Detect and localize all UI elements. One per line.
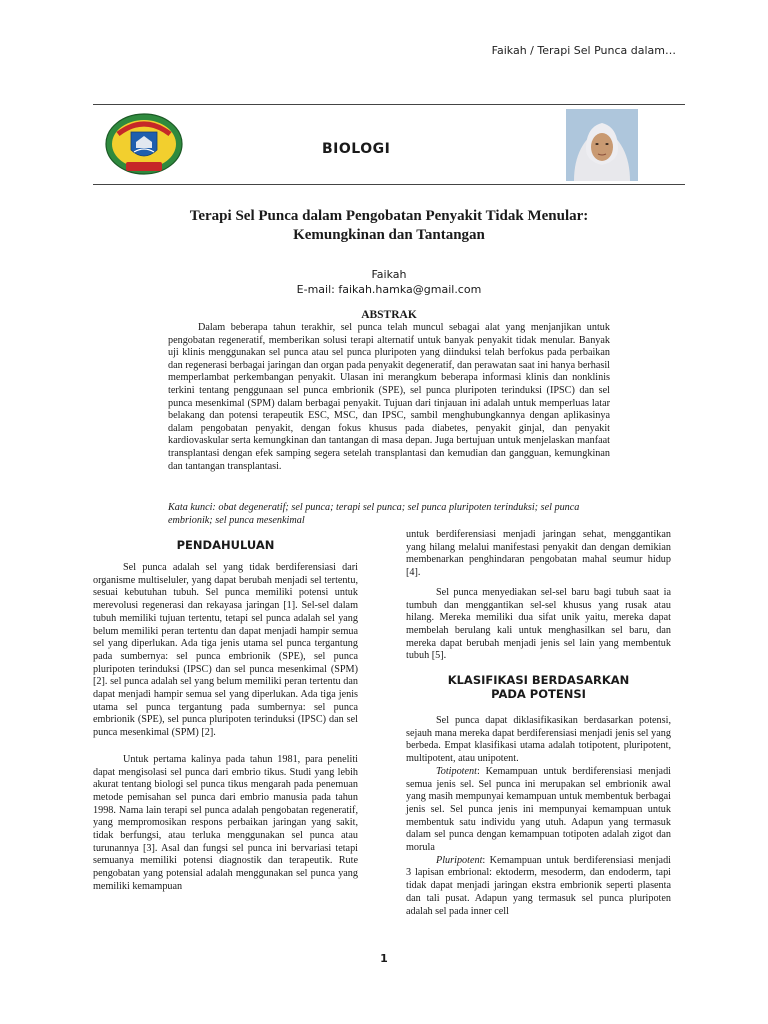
title-line: Terapi Sel Punca dalam Pengobatan Penyakit Tidak Menular: [189,208,589,224]
definition-text: : Kemampuan untuk berdiferensiasi menjadi 3 lapisan embrional: ektoderm, mesoderm, dan endoderm, tapi tidak dapat menjadi jaringan ekstra embrionik seperti plasenta dan tali pusat. Adapun yang termasuk sel punca pluripoten adalah sel pada inner cell [406,854,671,917]
abstract-body [168,322,610,473]
paragraph: Untuk pertama kalinya pada tahun 1981, para peneliti dapat mengisolasi sel punca dari embrio tikus. Studi yang lebih akurat tentang biologi sel punca tikus mengarah pada penemuan metode pemisahan sel punca dari embrio manusia pada tahun 1998. Nama lain terapi sel punca adalah pengobatan regeneratif, yang mempromosikan respons perbaikan jaringan yang sakit, tidak berfungsi, atau terluka menggunakan sel punca atau turunannya [3]. Asal dan fungsi sel punca ini bervariasi tetapi semuanya memiliki potensi diagnostik dan terapeutik. Rute pengobatan yang potensial adalah menggunakan sel punca yang memiliki kemampuan [93,753,358,892]
term-totipotent: Totipotent [436,765,477,777]
running-header: Faikah / Terapi Sel Punca dalam… [491,44,676,57]
paragraph-totipotent [406,766,671,855]
section-name: BIOLOGI [322,141,391,157]
paragraph-pluripotent [406,855,671,919]
section-heading-pendahuluan: PENDAHULUAN [176,538,275,552]
term-pluripotent: Pluripotent [436,854,483,866]
abstract-paragraph: Dalam beberapa tahun terakhir, sel punca telah muncul sebagai alat yang menjanjikan untuk pengobatan regeneratif, memberikan solusi terapi alternatif untuk banyak penyakit tidak menular. Banyak uji klinis menggunakan sel punca atau sel punca pluripoten yang diinduksi telah berfokus pada perbaikan dan regenerasi berbagai jaringan dan organ pada penyakit degeneratif, dan perawatan saat ini hanya berhasil memperlambat perkembangan penyakit. Ulasan ini merangkum beberapa informasi klinis dan nonklinis terkini tentang penggunaan sel punca embrionik (SPE), sel punca pluripoten terinduksi (IPSC) dan sel punca mesenkimal (SPM) dalam berbagai penyakit. Tujuan dari tinjauan ini adalah untuk memperluas latar belakang dan potensi terapeutik ESC, MSC, dan IPSC, sambil menghubungkannya dengan aplikasinya dalam pengobatan penyakit, dengan fokus khusus pada diabetes, penyakit ginjal, dan penyakit kardiovaskular serta kemungkinan dan tantangan di masa depan. Juga bertujuan untuk menjelaskan manfaat transplantasi dengan efek samping segera setelah transplantasi dan kemudian dan gangguan, kemungkinan dan tantangan transplantasi. [168,322,610,472]
paragraph: Sel punca dapat diklasifikasikan berdasarkan potensi, sejauh mana mereka dapat berdiferensiasi menjadi jenis sel yang berbeda. Empat klasifikasi utama adalah totipotent, pluripotent, multipotent, atau unipotent. [406,715,671,765]
section-heading-klasifikasi [406,673,671,701]
article-title [93,207,685,245]
title-line: Kemungkinan dan Tantangan [293,227,485,243]
heading-line: PADA POTENSI [491,687,586,702]
right-column [406,529,671,918]
author-email[interactable]: E-mail: faikah.hamka@gmail.com [296,283,482,296]
header-rule-top [93,104,685,105]
school-crest-logo [104,112,184,176]
paragraph: untuk berdiferensiasi menjadi jaringan sehat, menggantikan yang hilang melalui manifestasi penyakit dan dengan demikian membenarkan penghindaran pengobatan mahal seumur hidup [4]. [406,529,671,579]
left-column [93,538,358,894]
page-number: 1 [380,952,388,965]
paragraph: Sel punca adalah sel yang tidak berdiferensiasi dari organisme multiseluler, yang dapat berubah menjadi sel tertentu, sesuai kebutuhan tubuh. Sel punca memiliki potensi untuk merevolusi regenerasi dan rekayasa jaringan [1]. Sel-sel dalam tubuh memiliki tujuan tertentu, tetapi sel punca adalah sel yang belum memiliki peran tertentu dan dapat menjadi hampir semua sel yang diperlukan. Ada tiga jenis utama sel punca tergantung pada sumbernya: sel punca embrionik (SPE), sel punca pluripoten terinduksi (IPSC) dan sel punca mesenkimal (SPM) [2]. sel punca adalah sel yang belum memiliki peran tertentu dan dapat menjadi hampir semua sel yang diperlukan. Ada tiga jenis utama sel punca tergantung pada sumbernya: sel punca embrionik (SPE), sel punca pluripoten terinduksi (IPSC) dan sel punca mesenkimal (SPM) [2]. [93,562,358,739]
heading-line: KLASIFIKASI BERDASARKAN [447,673,630,688]
abstract-heading: ABSTRAK [361,309,417,321]
header-rule-bottom [93,184,685,185]
paragraph: Sel punca menyediakan sel-sel baru bagi tubuh saat ia tumbuh dan menggantikan sel-sel khusus yang rusak atau hilang. Mereka memiliki dua sifat unik yaitu, mereka dapat membelah berulang kali untuk menghasilkan sel baru, dan mereka dapat berubah menjadi jenis sel lain yang membentuk tubuh [5]. [406,586,671,662]
definition-text: : Kemampuan untuk berdiferensiasi menjadi semua jenis sel. Sel punca ini merupakan sel embrionik awal yang masih mempunyai kemampuan untuk membentuk berbagai jenis sel. Sel punca jenis ini mempunyai kemampuan untuk membentuk satu individu yang utuh. Adapun yang termasuk dalam sel punca dengan kemampuan totipoten adalah zigot dan morula [406,765,671,854]
keywords: Kata kunci: obat degeneratif; sel punca; terapi sel punca; sel punca pluripoten terinduksi; sel punca embrionik; sel punca mesenkimal [168,502,580,526]
author-name: Faikah [371,268,407,281]
author-portrait-photo [566,109,638,181]
